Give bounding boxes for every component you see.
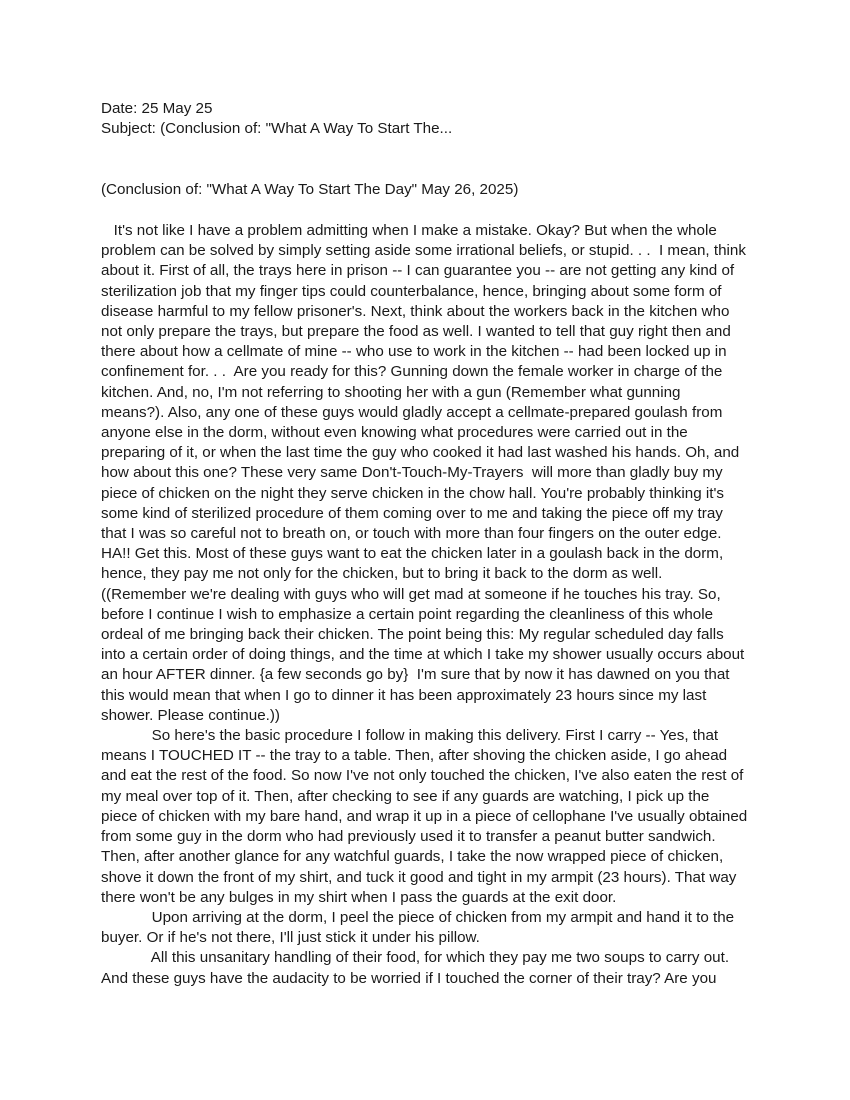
document-body xyxy=(101,221,756,989)
body-line: how about this one? These very same Don't-Touch-My-Trayers will more than gladly buy my xyxy=(101,464,723,482)
body-line: an hour AFTER dinner. {a few seconds go by} I'm sure that by now it has dawned on you that xyxy=(101,666,730,684)
body-line: about it. First of all, the trays here in prison -- I can guarantee you -- are not getting any kind of xyxy=(101,262,735,280)
body-line: It's not like I have a problem admitting when I make a mistake. Okay? But when the whole xyxy=(101,222,717,239)
body-line: So here's the basic procedure I follow in making this delivery. First I carry -- Yes, that xyxy=(101,727,719,745)
body-line: and eat the rest of the food. So now I've not only touched the chicken, I've also eaten the rest of xyxy=(101,767,744,785)
body-line: HA!! Get this. Most of these guys want to eat the chicken later in a goulash back in the dorm, xyxy=(101,545,724,563)
body-line: means?). Also, any one of these guys would gladly accept a cellmate-prepared goulash from xyxy=(101,403,723,421)
body-line: All this unsanitary handling of their food, for which they pay me two soups to carry out. xyxy=(101,949,730,967)
memo-header xyxy=(101,99,452,139)
body-line: sterilization job that my finger tips could counterbalance, hence, bringing about some form of xyxy=(101,282,722,300)
body-line: not only prepare the trays, but prepare the food as well. I wanted to tell that guy right then and xyxy=(101,323,731,341)
body-line: Upon arriving at the dorm, I peel the piece of chicken from my armpit and hand it to the xyxy=(101,908,735,926)
date-line: Date: 25 May 25 xyxy=(101,100,213,117)
body-line: piece of chicken with my bare hand, and wrap it up in a piece of cellophane I've usually obtained xyxy=(101,807,748,825)
body-line: that I was so careful not to breath on, or touch with more than four fingers on the outer edge. xyxy=(101,525,722,543)
body-line: shove it down the front of my shirt, and tuck it good and tight in my armpit (23 hours). That way xyxy=(101,868,737,886)
body-line: from some guy in the dorm who had previously used it to transfer a peanut butter sandwich. xyxy=(101,828,716,846)
body-line: buyer. Or if he's not there, I'll just stick it under his pillow. xyxy=(101,929,480,947)
body-line: kitchen. And, no, I'm not referring to shooting her with a gun (Remember what gunning xyxy=(101,383,681,401)
body-line: Then, after another glance for any watchful guards, I take the now wrapped piece of chicken, xyxy=(101,848,724,866)
body-line: there won't be any bulges in my shirt when I pass the guards at the exit door. xyxy=(101,888,617,906)
body-line: my meal over top of it. Then, after checking to see if any guards are watching, I pick up the xyxy=(101,787,710,805)
body-line: And these guys have the audacity to be worried if I touched the corner of their tray? Are you xyxy=(101,969,717,987)
body-line: means I TOUCHED IT -- the tray to a table. Then, after shoving the chicken aside, I go ahead xyxy=(101,747,728,765)
document-title: (Conclusion of: "What A Way To Start The Day" May 26, 2025) xyxy=(101,181,519,198)
body-line: ordeal of me bringing back their chicken. The point being this: My regular scheduled day falls xyxy=(101,626,724,644)
body-line: confinement for. . . Are you ready for this? Gunning down the female worker in charge of the xyxy=(101,363,723,381)
subject-line: Subject: (Conclusion of: "What A Way To Start The... xyxy=(101,120,453,138)
body-line: this would mean that when I go to dinner it has been approximately 23 hours since my last xyxy=(101,686,707,704)
body-line: anyone else in the dorm, without even knowing what procedures were carried out in the xyxy=(101,424,688,442)
body-line: preparing of it, or when the last time the guy who cooked it had last washed his hands. Oh, and xyxy=(101,444,740,462)
body-line: disease harmful to my fellow prisoner's. Next, think about the workers back in the kitchen who xyxy=(101,302,730,320)
body-line: ((Remember we're dealing with guys who will get mad at someone if he touches his tray. So, xyxy=(101,585,721,603)
body-line: some kind of sterilized procedure of them coming over to me and taking the piece off my tray xyxy=(101,504,723,522)
body-line: problem can be solved by simply setting aside some irrational beliefs, or stupid. . . I mean, think xyxy=(101,242,746,260)
body-line: hence, they pay me not only for the chicken, but to bring it back to the dorm as well. xyxy=(101,565,663,583)
body-line: into a certain order of doing things, and the time at which I take my shower usually occurs about xyxy=(101,646,745,664)
body-line: piece of chicken on the night they serve chicken in the chow hall. You're probably thinking it's xyxy=(101,484,724,502)
body-line: shower. Please continue.)) xyxy=(101,706,280,724)
body-line: there about how a cellmate of mine -- who use to work in the kitchen -- had been locked up in xyxy=(101,343,727,361)
body-line: before I continue I wish to emphasize a certain point regarding the cleanliness of this whole xyxy=(101,605,714,623)
